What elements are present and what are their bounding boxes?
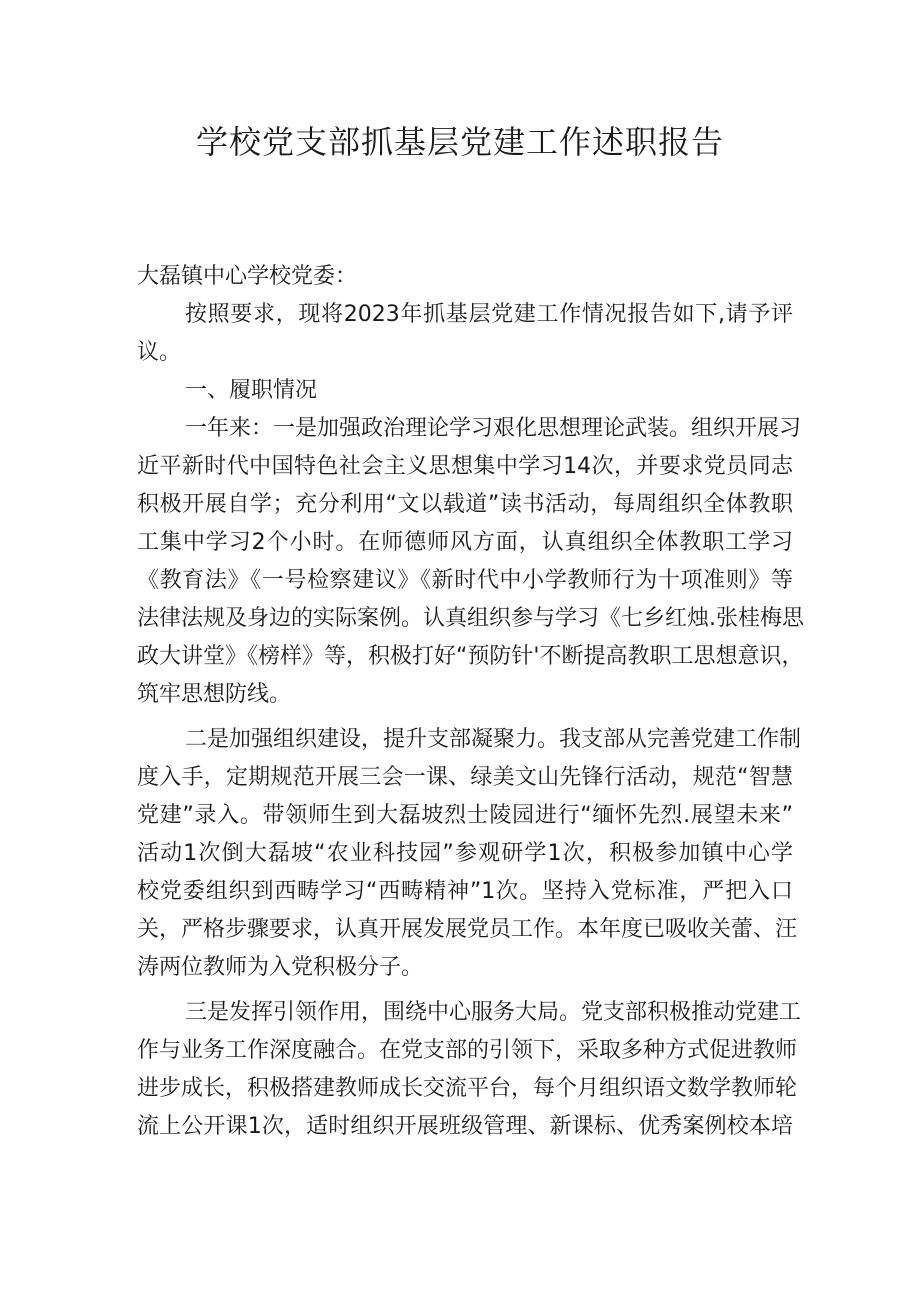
document-title: 学校党支部抓基层党建工作述职报告 — [195, 123, 724, 161]
paragraph-line: 积极开展自学；充分利用“文以载道”读书活动，每周组织全体教职 — [137, 492, 793, 517]
paragraph-line: 活动1次倒大磊坡“农业科技园”参观研学1次，积极参加镇中心学 — [137, 841, 793, 866]
paragraph-line: 党建”录入。带领师生到大磊坡烈士陵园进行“缅怀先烈.展望未来” — [137, 803, 793, 828]
paragraph-line: 三是发挥引领作用，围绕中心服务大局。党支部积极推动党建工 — [185, 1000, 802, 1025]
paragraph-line-end: 筑牢思想防线。 — [137, 682, 292, 707]
paragraph-line: 一年来：一是加强政治理论学习艰化思想理论武装。组织开展习 — [185, 416, 802, 441]
paragraph-line: 度入手，定期规范开展三会一课、绿美文山先锋行活动，规范“智慧 — [137, 765, 793, 790]
paragraph-line: 二是加强组织建设，提升支部凝聚力。我支部从完善党建工作制 — [185, 727, 802, 752]
paragraph-line: 流上公开课1次，适时组织开展班级管理、新课标、优秀案例校本培 — [137, 1114, 793, 1139]
paragraph-line: 法律法规及身边的实际案例。认真组织参与学习《七乡红烛.张桂梅思 — [137, 606, 804, 631]
paragraph-line: 关，严格步骤要求，认真开展发展党员工作。本年度已吸收关蕾、汪 — [137, 917, 798, 942]
document-body — [137, 258, 804, 1146]
salutation-line: 大磊镇中心学校党委： — [137, 264, 358, 289]
paragraph-line: 近平新时代中国特色社会主义思想集中学习14次，并要求党员同志 — [137, 454, 793, 479]
intro-line-end: 议。 — [137, 340, 182, 365]
paragraph-line: 进步成长，积极搭建教师成长交流平台，每个月组织语文数学教师轮 — [137, 1076, 798, 1101]
paragraph-line: 校党委组织到西畴学习“西畴精神”1次。坚持入党标准，严把入口 — [137, 879, 793, 904]
section-heading: 一、履职情况 — [185, 378, 318, 403]
paragraph-line: 《教育法》《一号检察建议》《新时代中小学教师行为十项准则》等 — [137, 568, 793, 593]
paragraph-line-end: 涛两位教师为入党积极分子。 — [137, 955, 424, 980]
paragraph-line: 工集中学习2个小时。在师德师风方面，认真组织全体教职工学习 — [137, 530, 793, 555]
paragraph-line: 作与业务工作深度融合。在党支部的引领下，采取多种方式促进教师 — [137, 1038, 798, 1063]
intro-line: 按照要求，现将2023年抓基层党建工作情况报告如下,请予评 — [185, 302, 793, 327]
paragraph-line: 政大讲堂》《榜样》等，积极打好“预防针'不断提高教职工思想意识， — [137, 644, 804, 669]
